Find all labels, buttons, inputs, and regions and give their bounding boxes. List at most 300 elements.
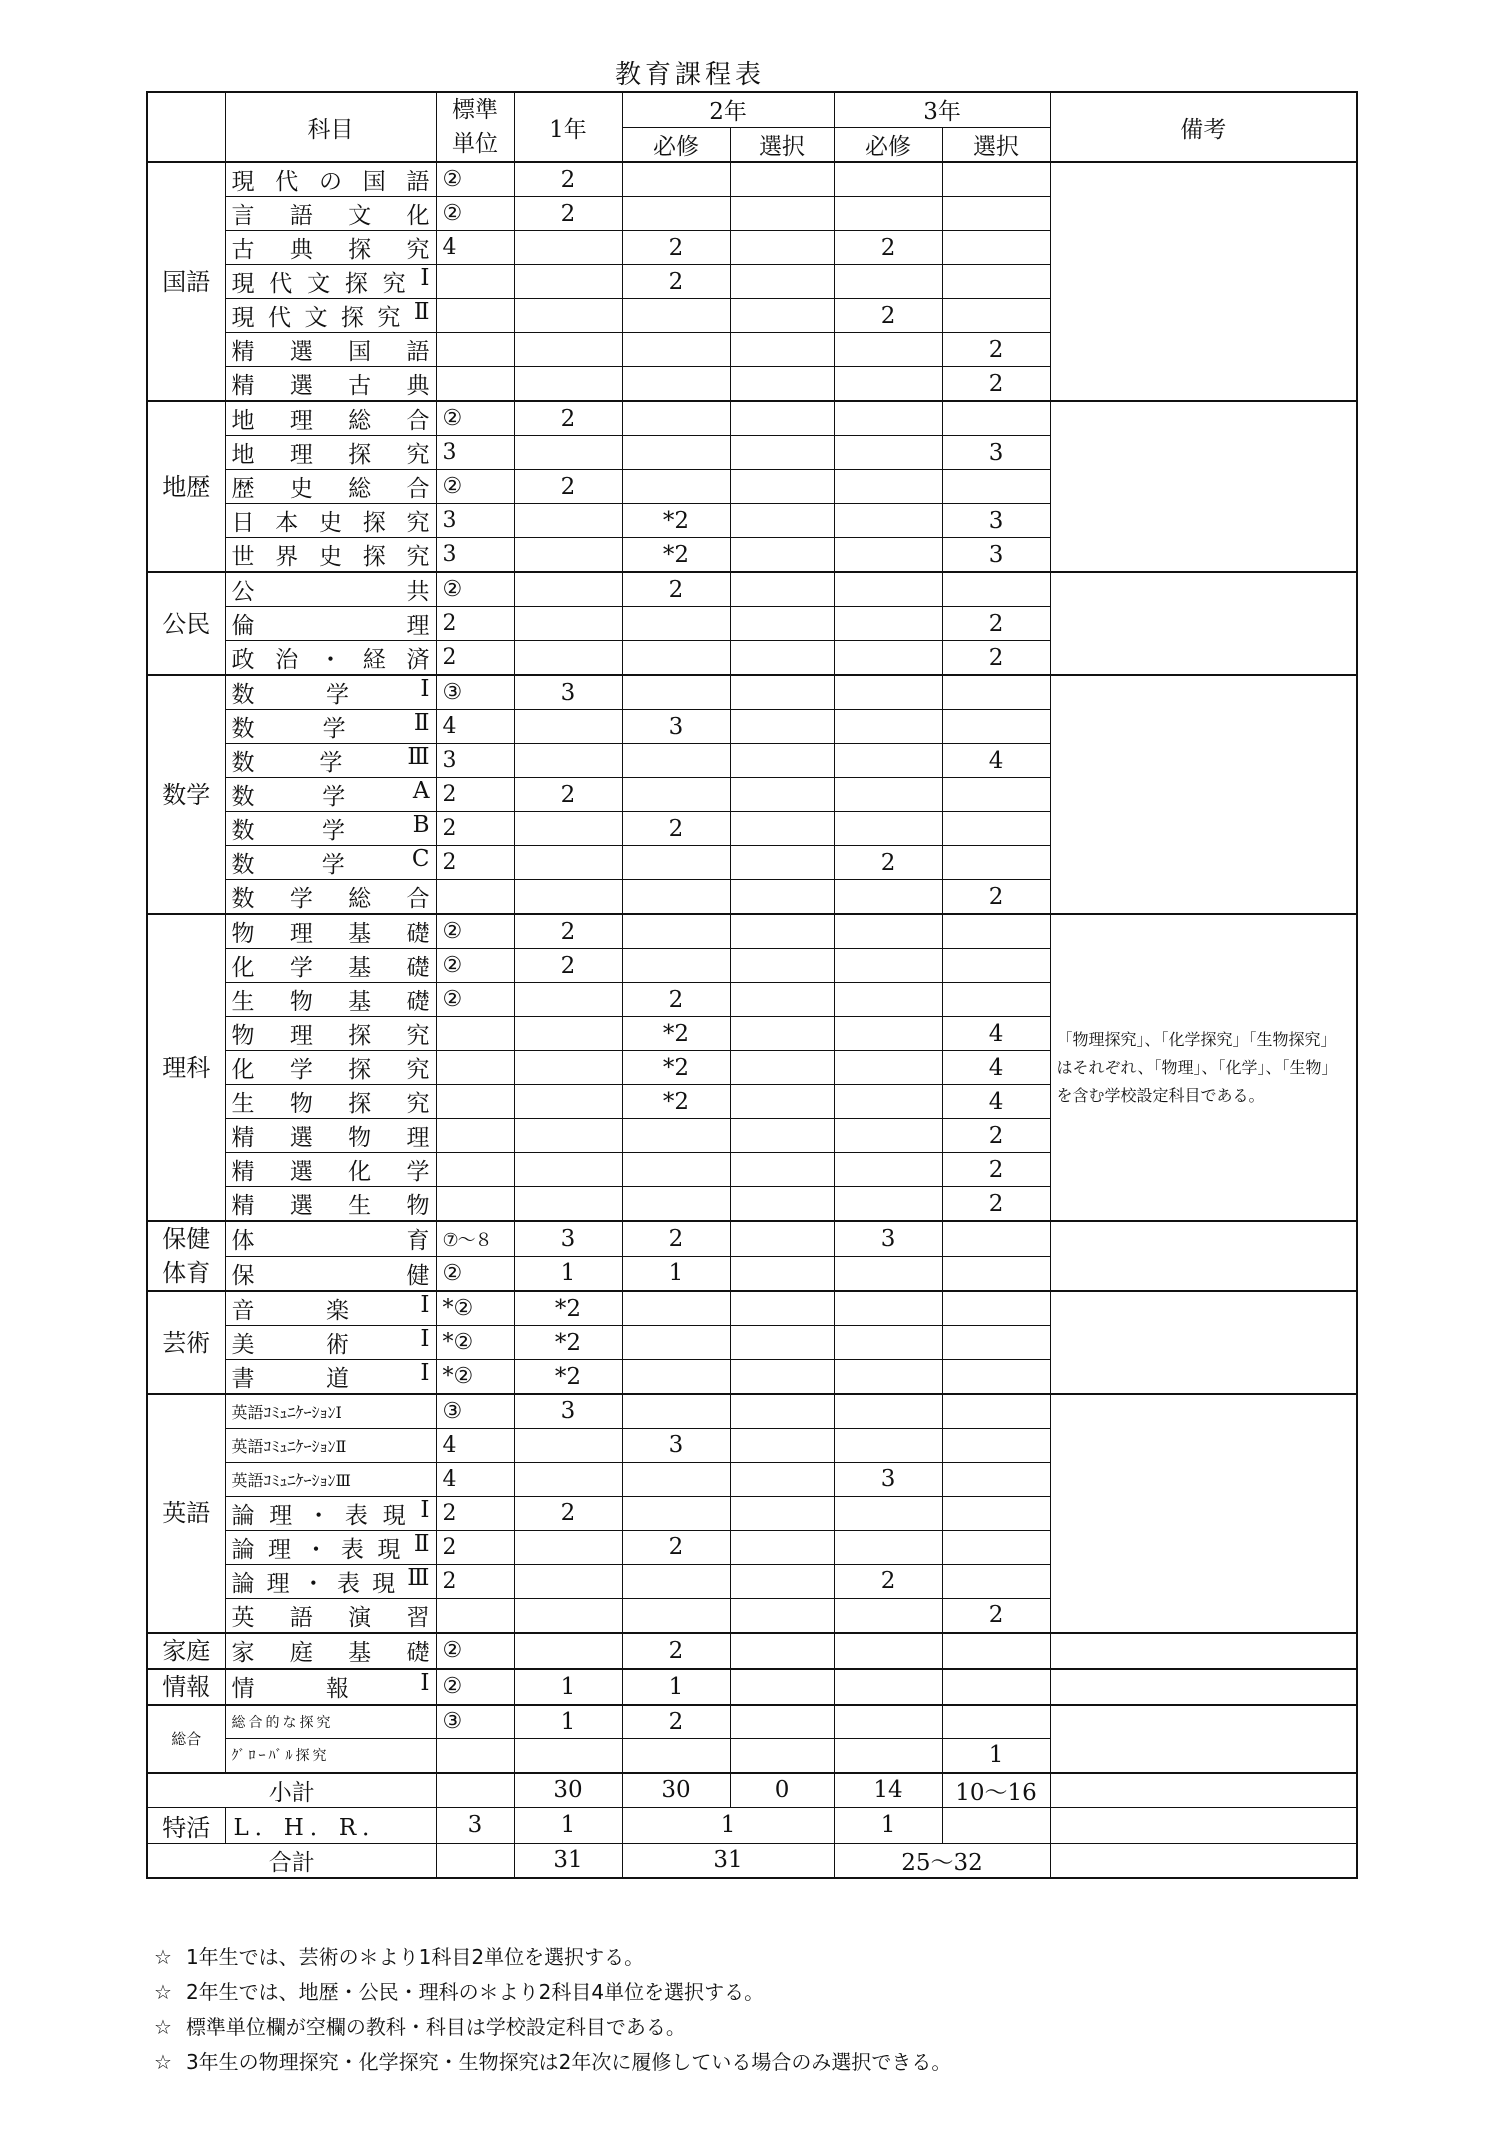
year3-required-cell: 3 [834,1462,942,1496]
standard-units-cell: ③ [436,1394,514,1428]
year1-cell [514,265,622,299]
subject-cell [225,1669,436,1705]
year1-cell: *2 [514,1360,622,1395]
year2-elective-cell [730,949,834,983]
subject-char: 究 [406,1091,430,1117]
subject-char: 選 [289,1193,313,1219]
remarks-cell [1050,1633,1357,1669]
subject-cell [225,538,436,573]
header-y3-elective: 選択 [942,127,1050,162]
year2-required-cell: 3 [622,710,730,744]
year2-required-cell: *2 [622,504,730,538]
subject-cell [225,1705,436,1739]
subject-char: 精 [231,373,255,399]
year2-required-cell: 3 [622,1428,730,1462]
year2-required-cell [622,1564,730,1598]
year3-required-cell [834,949,942,983]
standard-units-cell: ② [436,949,514,983]
standard-units-cell: ③ [436,675,514,710]
subject-char: 選 [289,373,313,399]
remarks-cell [1050,675,1357,914]
year2-elective-cell [730,333,834,367]
year3-elective-cell [942,1462,1050,1496]
year3-required-cell [834,1017,942,1051]
subject-cell [225,1085,436,1119]
year3-elective-cell: 4 [942,1085,1050,1119]
standard-units-cell [436,1119,514,1153]
subject-char: 礎 [406,921,430,947]
year3-elective-cell [942,572,1050,607]
category-cell: 理科 [147,914,225,1221]
subject-char: 情 [231,1676,255,1702]
subject-name [232,1187,430,1220]
subject-char: 化 [406,203,430,229]
year2-required-cell [622,197,730,231]
subject-cell [225,470,436,504]
header-remarks: 備考 [1050,92,1357,162]
year3-elective-cell [942,710,1050,744]
subject-char: C [411,846,430,872]
subject-char: 英 [231,1604,255,1631]
tokkatsu-y1: 1 [514,1807,622,1843]
year2-required-cell [622,1291,730,1326]
note-text: 3年生の物理探究・化学探究・生物探究は2年次に履修している場合のみ選択できる。 [185,2050,952,2074]
subject-cell [225,1428,436,1462]
year2-required-cell [622,880,730,915]
subtotal-y3-required: 14 [834,1773,942,1808]
subject-char: 生 [231,1091,255,1117]
header-y2-required: 必修 [622,127,730,162]
standard-units-cell [436,1085,514,1119]
year1-cell [514,504,622,538]
header-standard-units-text: 標準 単位 [452,97,498,157]
subject-char: 歴 [231,476,255,502]
year3-required-cell: 2 [834,1564,942,1598]
subject-cell [225,401,436,436]
subject-name [232,299,430,332]
year3-required-cell [834,778,942,812]
subject-char: 探 [344,271,368,297]
subject-char: 地 [231,442,255,468]
year3-required-cell [834,1598,942,1633]
year2-required-cell: *2 [622,1051,730,1085]
year1-cell: 2 [514,1496,622,1530]
subject-char: 理 [406,613,430,639]
subject-char: 学 [406,1159,430,1185]
year2-required-cell [622,367,730,402]
year2-required-cell [622,675,730,710]
category-cell: 数学 [147,675,225,914]
subject-name [232,1670,430,1703]
standard-units-cell: 2 [436,846,514,880]
subject-char: 典 [289,237,313,263]
remarks-cell [1050,572,1357,675]
subject-char: 本 [275,510,299,536]
year3-elective-cell [942,778,1050,812]
subject-char: 物 [289,1091,313,1117]
standard-units-cell [436,367,514,402]
subject-char: 美 [231,1332,255,1358]
year2-required-cell [622,641,730,676]
subject-cell [225,812,436,846]
year2-elective-cell [730,401,834,436]
subject-char: 済 [406,647,430,673]
year3-elective-cell: 4 [942,1051,1050,1085]
year2-required-cell [622,1187,730,1222]
subject-name [232,436,430,469]
subject-char: 合 [406,886,430,912]
year3-required-cell [834,1705,942,1739]
year1-cell [514,1051,622,1085]
category-cell: 英語 [147,1394,225,1633]
year1-cell: 2 [514,914,622,949]
year1-cell: 2 [514,162,622,197]
subject-char: 選 [289,1125,313,1151]
standard-units-cell: ② [436,162,514,197]
category-cell: 総合 [147,1705,225,1773]
year2-elective-cell [730,1360,834,1395]
year3-required-cell [834,1669,942,1705]
subject-char: 基 [348,955,372,981]
year2-required-cell [622,914,730,949]
year3-required-cell [834,914,942,949]
year1-cell [514,641,622,676]
year2-elective-cell [730,1496,834,1530]
year2-elective-cell [730,1705,834,1739]
total-remarks [1050,1843,1357,1878]
year2-required-cell [622,1394,730,1428]
subject-char: 基 [348,1640,372,1666]
subject-name [232,1119,430,1152]
year3-required-cell [834,1085,942,1119]
category-cell: 公民 [147,572,225,675]
note-item [154,2045,951,2080]
subject-name: 英語ｺﾐｭﾆｹｰｼｮﾝⅢ [231,1470,351,1490]
subject-char: Ⅰ [420,1292,430,1318]
year2-elective-cell [730,1326,834,1360]
subject-cell [225,1187,436,1222]
year1-cell: 1 [514,1669,622,1705]
total-y2: 31 [622,1843,834,1878]
subject-char: 学 [322,818,346,844]
year3-required-cell [834,1496,942,1530]
year2-required-cell: 2 [622,1705,730,1739]
header-y2-elective: 選択 [730,127,834,162]
subject-char: 現 [231,271,255,297]
year3-required-cell [834,265,942,299]
year3-required-cell [834,367,942,402]
subject-name [232,1292,430,1325]
remarks-cell [1050,162,1357,401]
standard-units-cell: ⑦～８ [436,1221,514,1256]
year3-elective-cell: 2 [942,333,1050,367]
tokkatsu-std: 3 [436,1807,514,1843]
notes [154,1940,951,2080]
year3-elective-cell: 4 [942,1017,1050,1051]
year2-required-cell: 2 [622,231,730,265]
year2-required-cell: 2 [622,812,730,846]
subject-cell [225,1256,436,1291]
subject-char: 語 [289,1604,313,1631]
subject-char: 学 [321,852,345,878]
year3-elective-cell: 2 [942,880,1050,915]
subject-cell [225,1739,436,1773]
year2-required-cell: 2 [622,1530,730,1564]
subject-char: 物 [406,1193,430,1219]
year3-required-cell [834,1187,942,1222]
standard-units-cell [436,1598,514,1633]
year2-elective-cell [730,1428,834,1462]
year3-elective-cell [942,1360,1050,1395]
subject-name [232,197,430,230]
subject-char: Ⅰ [420,1496,430,1523]
subject-cell [225,1394,436,1428]
year3-required-cell [834,675,942,710]
year1-cell: 2 [514,949,622,983]
subject-char: 典 [406,373,430,399]
subject-char: Ⅰ [420,1326,430,1352]
subject-char: 理 [289,442,313,468]
subject-name [232,1531,430,1564]
subject-cell [225,1530,436,1564]
subject-char: Ⅲ [407,744,430,770]
year2-required-cell [622,436,730,470]
standard-units-cell [436,880,514,915]
subject-char: 古 [348,373,372,399]
year2-required-cell: *2 [622,538,730,573]
subject-char: 体 [231,1228,255,1255]
year3-elective-cell [942,162,1050,197]
star-icon: ☆ [154,2050,172,2074]
year3-required-cell [834,1153,942,1187]
subject-char: 演 [348,1604,372,1631]
year2-required-cell: 2 [622,265,730,299]
year3-required-cell [834,1051,942,1085]
subject-cell [225,1598,436,1633]
year1-cell: *2 [514,1291,622,1326]
subject-char: 文 [304,305,328,331]
total-std [436,1843,514,1878]
subject-char: 数 [231,750,255,776]
subject-char: 古 [231,237,255,263]
standard-units-cell: ② [436,401,514,436]
year2-required-cell: 1 [622,1256,730,1291]
year3-required-cell [834,401,942,436]
year1-cell: *2 [514,1326,622,1360]
subject-char: 探 [348,442,372,468]
star-icon: ☆ [154,2015,172,2039]
subject-char: 学 [322,784,346,810]
year1-cell [514,812,622,846]
subject-cell [225,1564,436,1598]
subject-char: 物 [348,1125,372,1151]
total-y1: 31 [514,1843,622,1878]
subject-cell [225,162,436,197]
subject-cell [225,1496,436,1530]
year3-required-cell [834,812,942,846]
standard-units-cell: 2 [436,1564,514,1598]
subject-char: 礎 [406,1640,430,1666]
subject-char: 史 [289,476,313,502]
category-cell: 情報 [147,1669,225,1705]
subject-char: 国 [348,339,372,365]
standard-units-cell: *② [436,1291,514,1326]
category-cell: 地歴 [147,401,225,572]
year2-elective-cell [730,914,834,949]
subject-char: 理 [266,1570,290,1597]
subject-char: B [412,812,430,838]
subject-cell [225,778,436,812]
standard-units-cell: 2 [436,1530,514,1564]
subject-char: 代 [269,271,293,297]
subject-char: 探 [340,305,364,331]
year3-elective-cell [942,1256,1050,1291]
subject-char: 理 [289,408,313,434]
year2-elective-cell [730,1187,834,1222]
year3-elective-cell [942,812,1050,846]
year2-elective-cell [730,812,834,846]
subject-char: 学 [289,955,313,981]
subject-char: 現 [372,1570,396,1597]
year1-cell [514,1428,622,1462]
subject-cell [225,1119,436,1153]
subject-char: 楽 [325,1298,349,1324]
year2-elective-cell [730,162,834,197]
year3-required-cell: 2 [834,846,942,880]
year3-elective-cell [942,1221,1050,1256]
year2-required-cell [622,949,730,983]
subject-name [232,163,430,196]
year3-elective-cell: 2 [942,1153,1050,1187]
year1-cell [514,1739,622,1773]
subject-name [232,641,430,674]
subject-char: 合 [406,476,430,502]
note-item [154,1940,951,1975]
year1-cell [514,983,622,1017]
subject-char: 選 [289,1159,313,1185]
year2-elective-cell [730,470,834,504]
year3-required-cell: 2 [834,231,942,265]
year3-elective-cell [942,1291,1050,1326]
year3-elective-cell: 3 [942,436,1050,470]
year3-required-cell [834,1360,942,1395]
year2-elective-cell [730,299,834,333]
subject-name [232,607,430,640]
year1-cell: 2 [514,470,622,504]
year1-cell [514,710,622,744]
standard-units-cell: ③ [436,1705,514,1739]
subject-name [232,915,430,948]
year2-elective-cell [730,538,834,573]
year1-cell [514,607,622,641]
subject-char: ・ [319,647,342,673]
subject-cell [225,607,436,641]
subject-cell [225,367,436,402]
subject-char: 探 [348,1091,372,1117]
year2-required-cell [622,1119,730,1153]
year3-required-cell [834,572,942,607]
subject-cell [225,744,436,778]
tokkatsu-y3: 1 [834,1807,942,1843]
subject-char: 選 [289,339,313,365]
subject-char: 礎 [406,955,430,981]
standard-units-cell: ② [436,1633,514,1669]
tokkatsu-remarks [1050,1807,1357,1843]
standard-units-cell: 3 [436,436,514,470]
year3-elective-cell [942,265,1050,299]
standard-units-cell: 4 [436,231,514,265]
year3-elective-cell: 3 [942,504,1050,538]
year1-cell [514,436,622,470]
subject-char: 理 [289,921,313,947]
subject-name [232,1257,430,1290]
year3-elective-cell: 4 [942,744,1050,778]
year1-cell: 2 [514,778,622,812]
year3-elective-cell: 1 [942,1739,1050,1773]
year3-required-cell [834,333,942,367]
subject-char: 論 [231,1570,255,1597]
year3-required-cell [834,538,942,573]
year3-required-cell [834,607,942,641]
subject-char: 倫 [231,613,255,639]
tokkatsu-subject: L．H．R． [225,1807,436,1843]
year3-required-cell [834,880,942,915]
year1-cell [514,1119,622,1153]
year1-cell [514,1598,622,1633]
year3-elective-cell [942,675,1050,710]
subject-char: Ⅱ [413,710,430,736]
subject-cell [225,1221,436,1256]
standard-units-cell: 4 [436,710,514,744]
year2-elective-cell [730,641,834,676]
year2-elective-cell [730,1633,834,1669]
subject-char: 究 [406,510,430,536]
remarks-cell [1050,1221,1357,1291]
header-subject: 科目 [225,92,436,162]
year2-required-cell [622,470,730,504]
subject-cell [225,949,436,983]
subject-char: 理 [269,1502,293,1529]
subject-cell [225,1051,436,1085]
subtotal-std [436,1773,514,1808]
year3-required-cell [834,470,942,504]
year2-required-cell [622,299,730,333]
year2-elective-cell [730,504,834,538]
subject-char: 語 [406,169,430,195]
standard-units-cell: ② [436,914,514,949]
subject-char: A [412,778,430,804]
year3-elective-cell: 3 [942,538,1050,573]
subject-cell [225,675,436,710]
subject-char: 書 [231,1366,255,1392]
year1-cell [514,367,622,402]
year1-cell: 2 [514,197,622,231]
year2-elective-cell [730,744,834,778]
category-cell: 保健 体育 [147,1221,225,1291]
subject-cell [225,641,436,676]
subject-char: 究 [406,237,430,263]
year2-elective-cell [730,1221,834,1256]
standard-units-cell [436,1739,514,1773]
year3-required-cell [834,1394,942,1428]
subtotal-y2-elective: 0 [730,1773,834,1808]
subject-char: 精 [231,339,255,365]
subject-name [232,231,430,264]
tokkatsu-y2: 1 [622,1807,834,1843]
subject-char: 習 [406,1604,430,1631]
year1-cell: 1 [514,1705,622,1739]
year1-cell [514,538,622,573]
